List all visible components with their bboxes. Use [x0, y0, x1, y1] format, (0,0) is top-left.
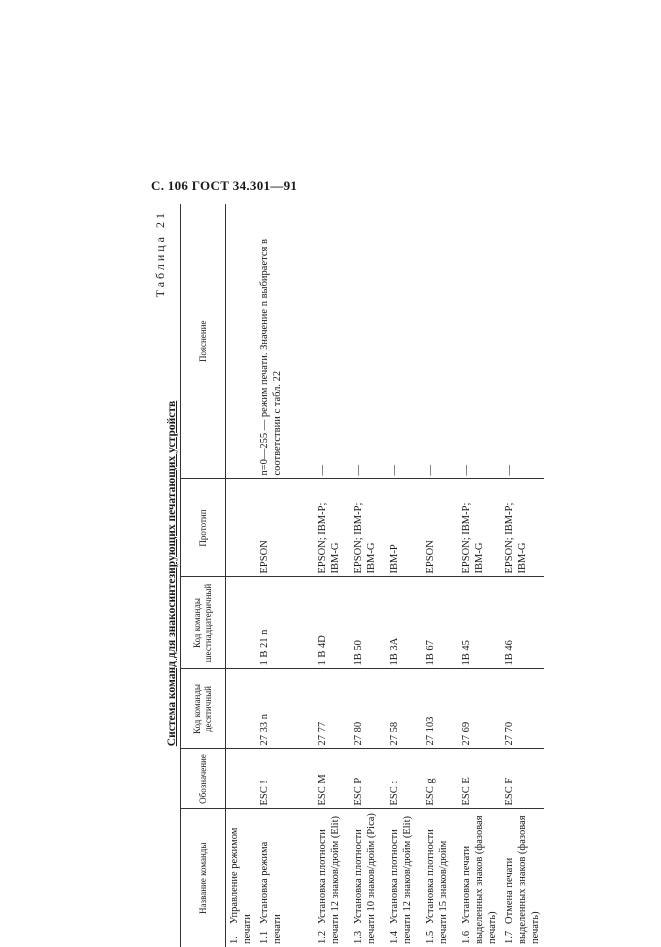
row-number: 1.6 [461, 930, 472, 944]
column-header: Код команды шестнадцатеричный [181, 577, 226, 669]
note-cell [226, 204, 257, 479]
table-number-label: Таблица 21 [153, 210, 167, 298]
note-cell: — [350, 204, 386, 479]
row-number: 1.1 [259, 930, 270, 944]
decimal-code-cell: 27 103 [422, 669, 458, 749]
hex-code-cell: 1B 3A [386, 577, 422, 669]
table-row [458, 204, 501, 947]
hex-code-cell [226, 577, 257, 669]
note-cell: — [314, 204, 350, 479]
command-name-cell [350, 809, 386, 947]
prototype-cell: IBM-P [386, 479, 422, 577]
hex-code-cell: 1B 46 [501, 577, 544, 669]
note-cell: — [386, 204, 422, 479]
hex-code-cell: 1B 67 [422, 577, 458, 669]
command-name: Установка плотности печати 12 знаков/дюйм (Elit) [317, 816, 341, 944]
command-name: Установка печати выделенных знаков (фазовая печать) [461, 815, 498, 944]
symbol-cell: ESC ! [256, 749, 314, 809]
prototype-cell: EPSON; IBM-P; IBM-G [458, 479, 501, 577]
column-header: Пояснение [181, 204, 226, 479]
command-name-cell [458, 809, 501, 947]
command-name-cell [226, 809, 257, 947]
command-name-cell [314, 809, 350, 947]
row-number: 1.4 [389, 930, 400, 944]
command-name-cell [386, 809, 422, 947]
note-cell: n=0—255 — режим печати. Значение n выбирается в соответствии с табл. 22 [256, 204, 314, 479]
table-row [226, 204, 257, 947]
command-name-cell [256, 809, 314, 947]
hex-code-cell: 1B 50 [350, 577, 386, 669]
note-cell: — [422, 204, 458, 479]
table-row [422, 204, 458, 947]
prototype-cell: EPSON [256, 479, 314, 577]
decimal-code-cell [226, 669, 257, 749]
table-row [256, 204, 314, 947]
command-name-cell [422, 809, 458, 947]
symbol-cell: ESC M [314, 749, 350, 809]
decimal-code-cell: 27 33 n [256, 669, 314, 749]
row-number: 1. [229, 936, 240, 944]
symbol-cell: ESC : [386, 749, 422, 809]
table-container [180, 204, 544, 947]
command-name: Установка плотности печати 10 знаков/дюйм (Pica) [353, 813, 377, 944]
row-number: 1.7 [504, 930, 515, 944]
commands-table [181, 204, 544, 947]
symbol-cell: ESC E [458, 749, 501, 809]
command-name: Установка плотности печати 15 знаков/дюйм [425, 829, 449, 944]
table-row [501, 204, 544, 947]
symbol-cell: ESC P [350, 749, 386, 809]
column-header: Обозначение [181, 749, 226, 809]
table-caption: Система команд для знакосинтезирующих печатающих устройств [166, 400, 178, 747]
decimal-code-cell: 27 58 [386, 669, 422, 749]
table-row [314, 204, 350, 947]
page-header: С. 106 ГОСТ 34.301—91 [151, 178, 298, 193]
hex-code-cell: 1B 45 [458, 577, 501, 669]
decimal-code-cell: 27 80 [350, 669, 386, 749]
symbol-cell: ESC g [422, 749, 458, 809]
row-number: 1.5 [425, 930, 436, 944]
command-name: Установка плотности печати 12 знаков/дюйм (Elit) [389, 816, 413, 944]
column-header: Название команды [181, 809, 226, 947]
row-number: 1.2 [317, 930, 328, 944]
decimal-code-cell: 27 77 [314, 669, 350, 749]
row-number: 1.3 [353, 930, 364, 944]
prototype-cell: EPSON; IBM-P; IBM-G [314, 479, 350, 577]
table-row [350, 204, 386, 947]
hex-code-cell: 1 B 4D [314, 577, 350, 669]
command-name: Управление режимом печати [229, 827, 253, 944]
prototype-cell [226, 479, 257, 577]
table-row [386, 204, 422, 947]
prototype-cell: EPSON; IBM-P; IBM-G [350, 479, 386, 577]
column-header: Код команды десятичный [181, 669, 226, 749]
note-cell: — [458, 204, 501, 479]
prototype-cell: EPSON [422, 479, 458, 577]
rotated-table-block [153, 200, 633, 947]
decimal-code-cell: 27 69 [458, 669, 501, 749]
hex-code-cell: 1 B 21 n [256, 577, 314, 669]
note-cell: — [501, 204, 544, 479]
symbol-cell: ESC F [501, 749, 544, 809]
symbol-cell [226, 749, 257, 809]
command-name-cell [501, 809, 544, 947]
table-header-row [181, 204, 226, 947]
decimal-code-cell: 27 70 [501, 669, 544, 749]
column-header: Прототип [181, 479, 226, 577]
command-name: Отмена печати выделенных знаков (фазовая печать) [504, 815, 541, 944]
prototype-cell: EPSON; IBM-P; IBM-G [501, 479, 544, 577]
command-name: Установка режима печати [259, 841, 283, 944]
